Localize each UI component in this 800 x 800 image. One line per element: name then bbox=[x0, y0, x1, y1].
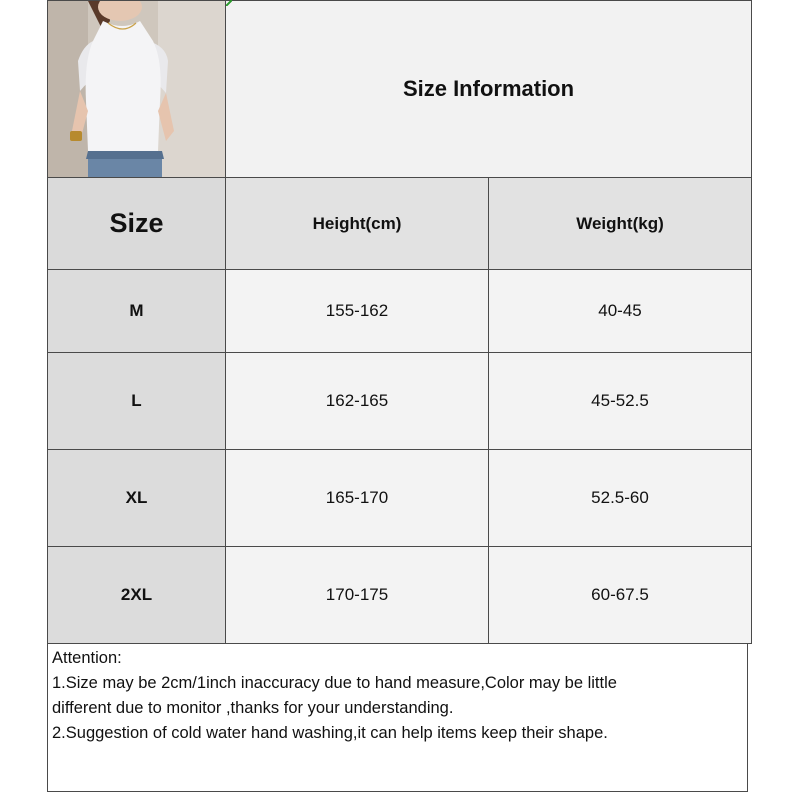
page-title: Size Information bbox=[226, 1, 752, 178]
size-cell: M bbox=[48, 270, 226, 353]
title-row bbox=[48, 1, 752, 178]
attention-notes bbox=[47, 644, 748, 792]
table-row bbox=[48, 270, 752, 353]
notes-heading: Attention: bbox=[52, 649, 122, 667]
table-header-row bbox=[48, 178, 752, 270]
product-photo-icon bbox=[48, 1, 226, 177]
size-cell: L bbox=[48, 353, 226, 450]
notes-line: different due to monitor ,thanks for your understanding. bbox=[52, 699, 454, 717]
notes-line: 2.Suggestion of cold water hand washing,it can help items keep their shape. bbox=[52, 724, 608, 742]
height-cell: 165-170 bbox=[226, 450, 489, 547]
height-cell: 155-162 bbox=[226, 270, 489, 353]
table-row bbox=[48, 547, 752, 644]
column-header-size: Size bbox=[48, 178, 226, 270]
size-cell: XL bbox=[48, 450, 226, 547]
corner-mark-icon bbox=[226, 0, 232, 6]
weight-cell: 45-52.5 bbox=[489, 353, 752, 450]
size-table bbox=[47, 0, 752, 644]
size-chart bbox=[47, 0, 751, 800]
height-cell: 162-165 bbox=[226, 353, 489, 450]
product-photo bbox=[48, 1, 226, 178]
column-header-weight: Weight(kg) bbox=[489, 178, 752, 270]
table-row bbox=[48, 450, 752, 547]
size-cell: 2XL bbox=[48, 547, 226, 644]
table-row bbox=[48, 353, 752, 450]
weight-cell: 60-67.5 bbox=[489, 547, 752, 644]
notes-line: 1.Size may be 2cm/1inch inaccuracy due to hand measure,Color may be little bbox=[52, 674, 617, 692]
column-header-height: Height(cm) bbox=[226, 178, 489, 270]
height-cell: 170-175 bbox=[226, 547, 489, 644]
weight-cell: 52.5-60 bbox=[489, 450, 752, 547]
weight-cell: 40-45 bbox=[489, 270, 752, 353]
